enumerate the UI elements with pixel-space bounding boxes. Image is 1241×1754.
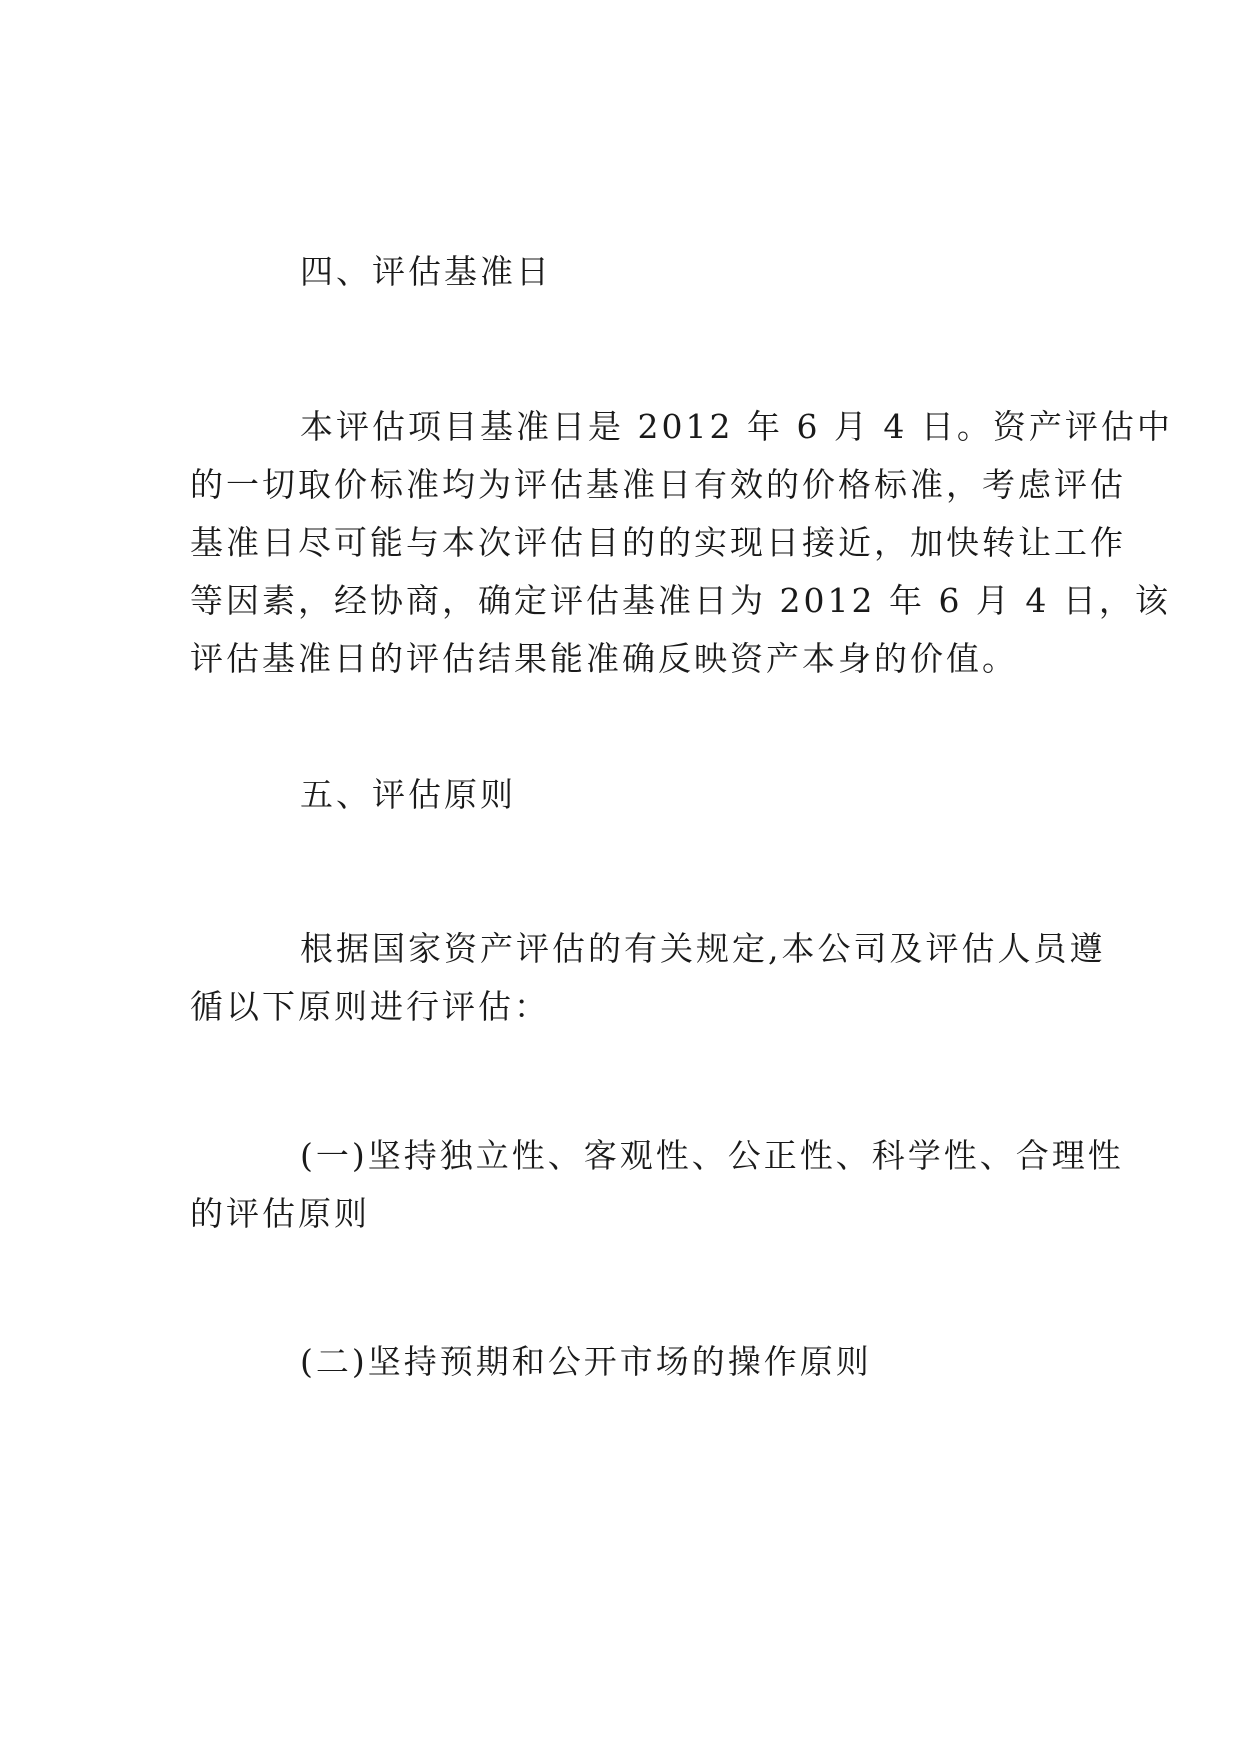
paragraph-valuation-principles xyxy=(190,920,1106,1036)
section-heading-valuation-date: 四、评估基准日 xyxy=(300,252,552,291)
principle-item-2 xyxy=(190,1333,1050,1391)
paragraph-valuation-date xyxy=(190,398,1173,688)
paragraph-line: 基准日尽可能与本次评估目的的实现日接近，加快转让工作 xyxy=(190,523,1126,562)
paragraph-line: 循以下原则进行评估： xyxy=(190,987,550,1026)
paragraph-line: 等因素，经协商，确定评估基准日为 2012 年 6 月 4 日，该 xyxy=(190,581,1171,620)
paragraph-line: 评估基准日的评估结果能准确反映资产本身的价值。 xyxy=(190,639,1018,678)
principle-line: 的评估原则 xyxy=(190,1194,370,1233)
principle-line: (二)坚持预期和公开市场的操作原则 xyxy=(300,1342,872,1381)
section-heading-valuation-principles: 五、评估原则 xyxy=(300,775,516,814)
paragraph-line: 根据国家资产评估的有关规定,本公司及评估人员遵 xyxy=(300,929,1106,968)
principle-line: (一)坚持独立性、客观性、公正性、科学性、合理性 xyxy=(300,1136,1124,1175)
principle-item-1 xyxy=(190,1127,1124,1243)
paragraph-line: 本评估项目基准日是 2012 年 6 月 4 日。资产评估中 xyxy=(300,407,1173,446)
paragraph-line: 的一切取价标准均为评估基准日有效的价格标准，考虑评估 xyxy=(190,465,1126,504)
